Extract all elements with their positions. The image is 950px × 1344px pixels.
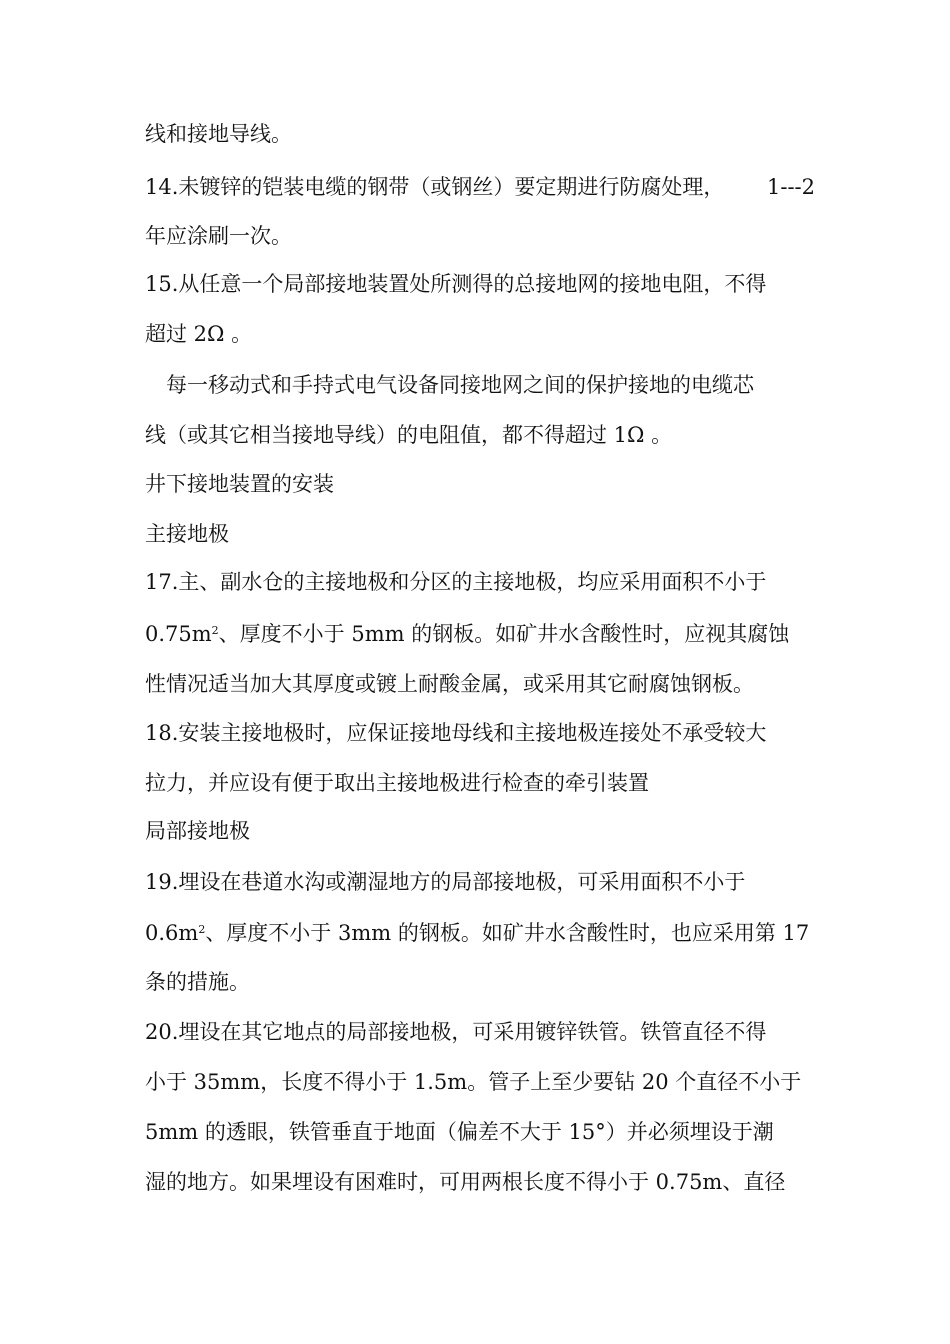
text-line: 19.埋设在巷道水沟或潮湿地方的局部接地极，可采用面积不小于 <box>145 870 746 894</box>
text-line: 拉力，并应设有便于取出主接地极进行检查的牵引装置 <box>145 771 649 795</box>
superscript: 2 <box>198 923 206 936</box>
text-line: 20.埋设在其它地点的局部接地极，可采用镀锌铁管。铁管直径不得 <box>145 1020 767 1044</box>
text-line: 湿的地方。如果埋设有困难时，可用两根长度不得小于 0.75m、直径 <box>145 1170 786 1194</box>
section-heading: 井下接地装置的安装 <box>145 472 334 496</box>
text-line: 小于 35mm，长度不得小于 1.5m。管子上至少要钻 20 个直径不小于 <box>145 1070 802 1094</box>
text-line: 线和接地导线。 <box>145 122 292 146</box>
text-line: 14.未镀锌的铠装电缆的钢带（或钢丝）要定期进行防腐处理， 1---2 <box>145 175 815 199</box>
text-line: 线（或其它相当接地导线）的电阻值，都不得超过 1Ω 。 <box>145 423 673 447</box>
text-line: $0.75m^2$、厚度不小于 5mm 的钢板。如矿井水含酸性时，应视其腐蚀 <box>145 622 790 646</box>
subsection-heading: 主接地极 <box>145 522 229 546</box>
text-line: 5mm 的透眼，铁管垂直于地面（偏差不大于 15°）并必须埋设于潮 <box>145 1120 774 1144</box>
text-line: 性情况适当加大其厚度或镀上耐酸金属，或采用其它耐腐蚀钢板。 <box>145 672 754 696</box>
text-line: $0.6m^2$、厚度不小于 3mm 的钢板。如矿井水含酸性时，也应采用第 17 <box>145 921 810 945</box>
subsection-heading: 局部接地极 <box>145 819 250 843</box>
text-line: 每一移动式和手持式电气设备同接地网之间的保护接地的电缆芯 <box>166 373 754 397</box>
text-line: 17.主、副水仓的主接地极和分区的主接地极，均应采用面积不小于 <box>145 570 767 594</box>
superscript: 2 <box>211 624 219 637</box>
text-line: 条的措施。 <box>145 970 250 994</box>
text-line: 年应涂刷一次。 <box>145 224 292 248</box>
text-line: 18.安装主接地极时，应保证接地母线和主接地极连接处不承受较大 <box>145 721 767 745</box>
text-line: 15.从任意一个局部接地装置处所测得的总接地网的接地电阻，不得 <box>145 272 767 296</box>
text-line: 超过 2Ω 。 <box>145 322 253 346</box>
